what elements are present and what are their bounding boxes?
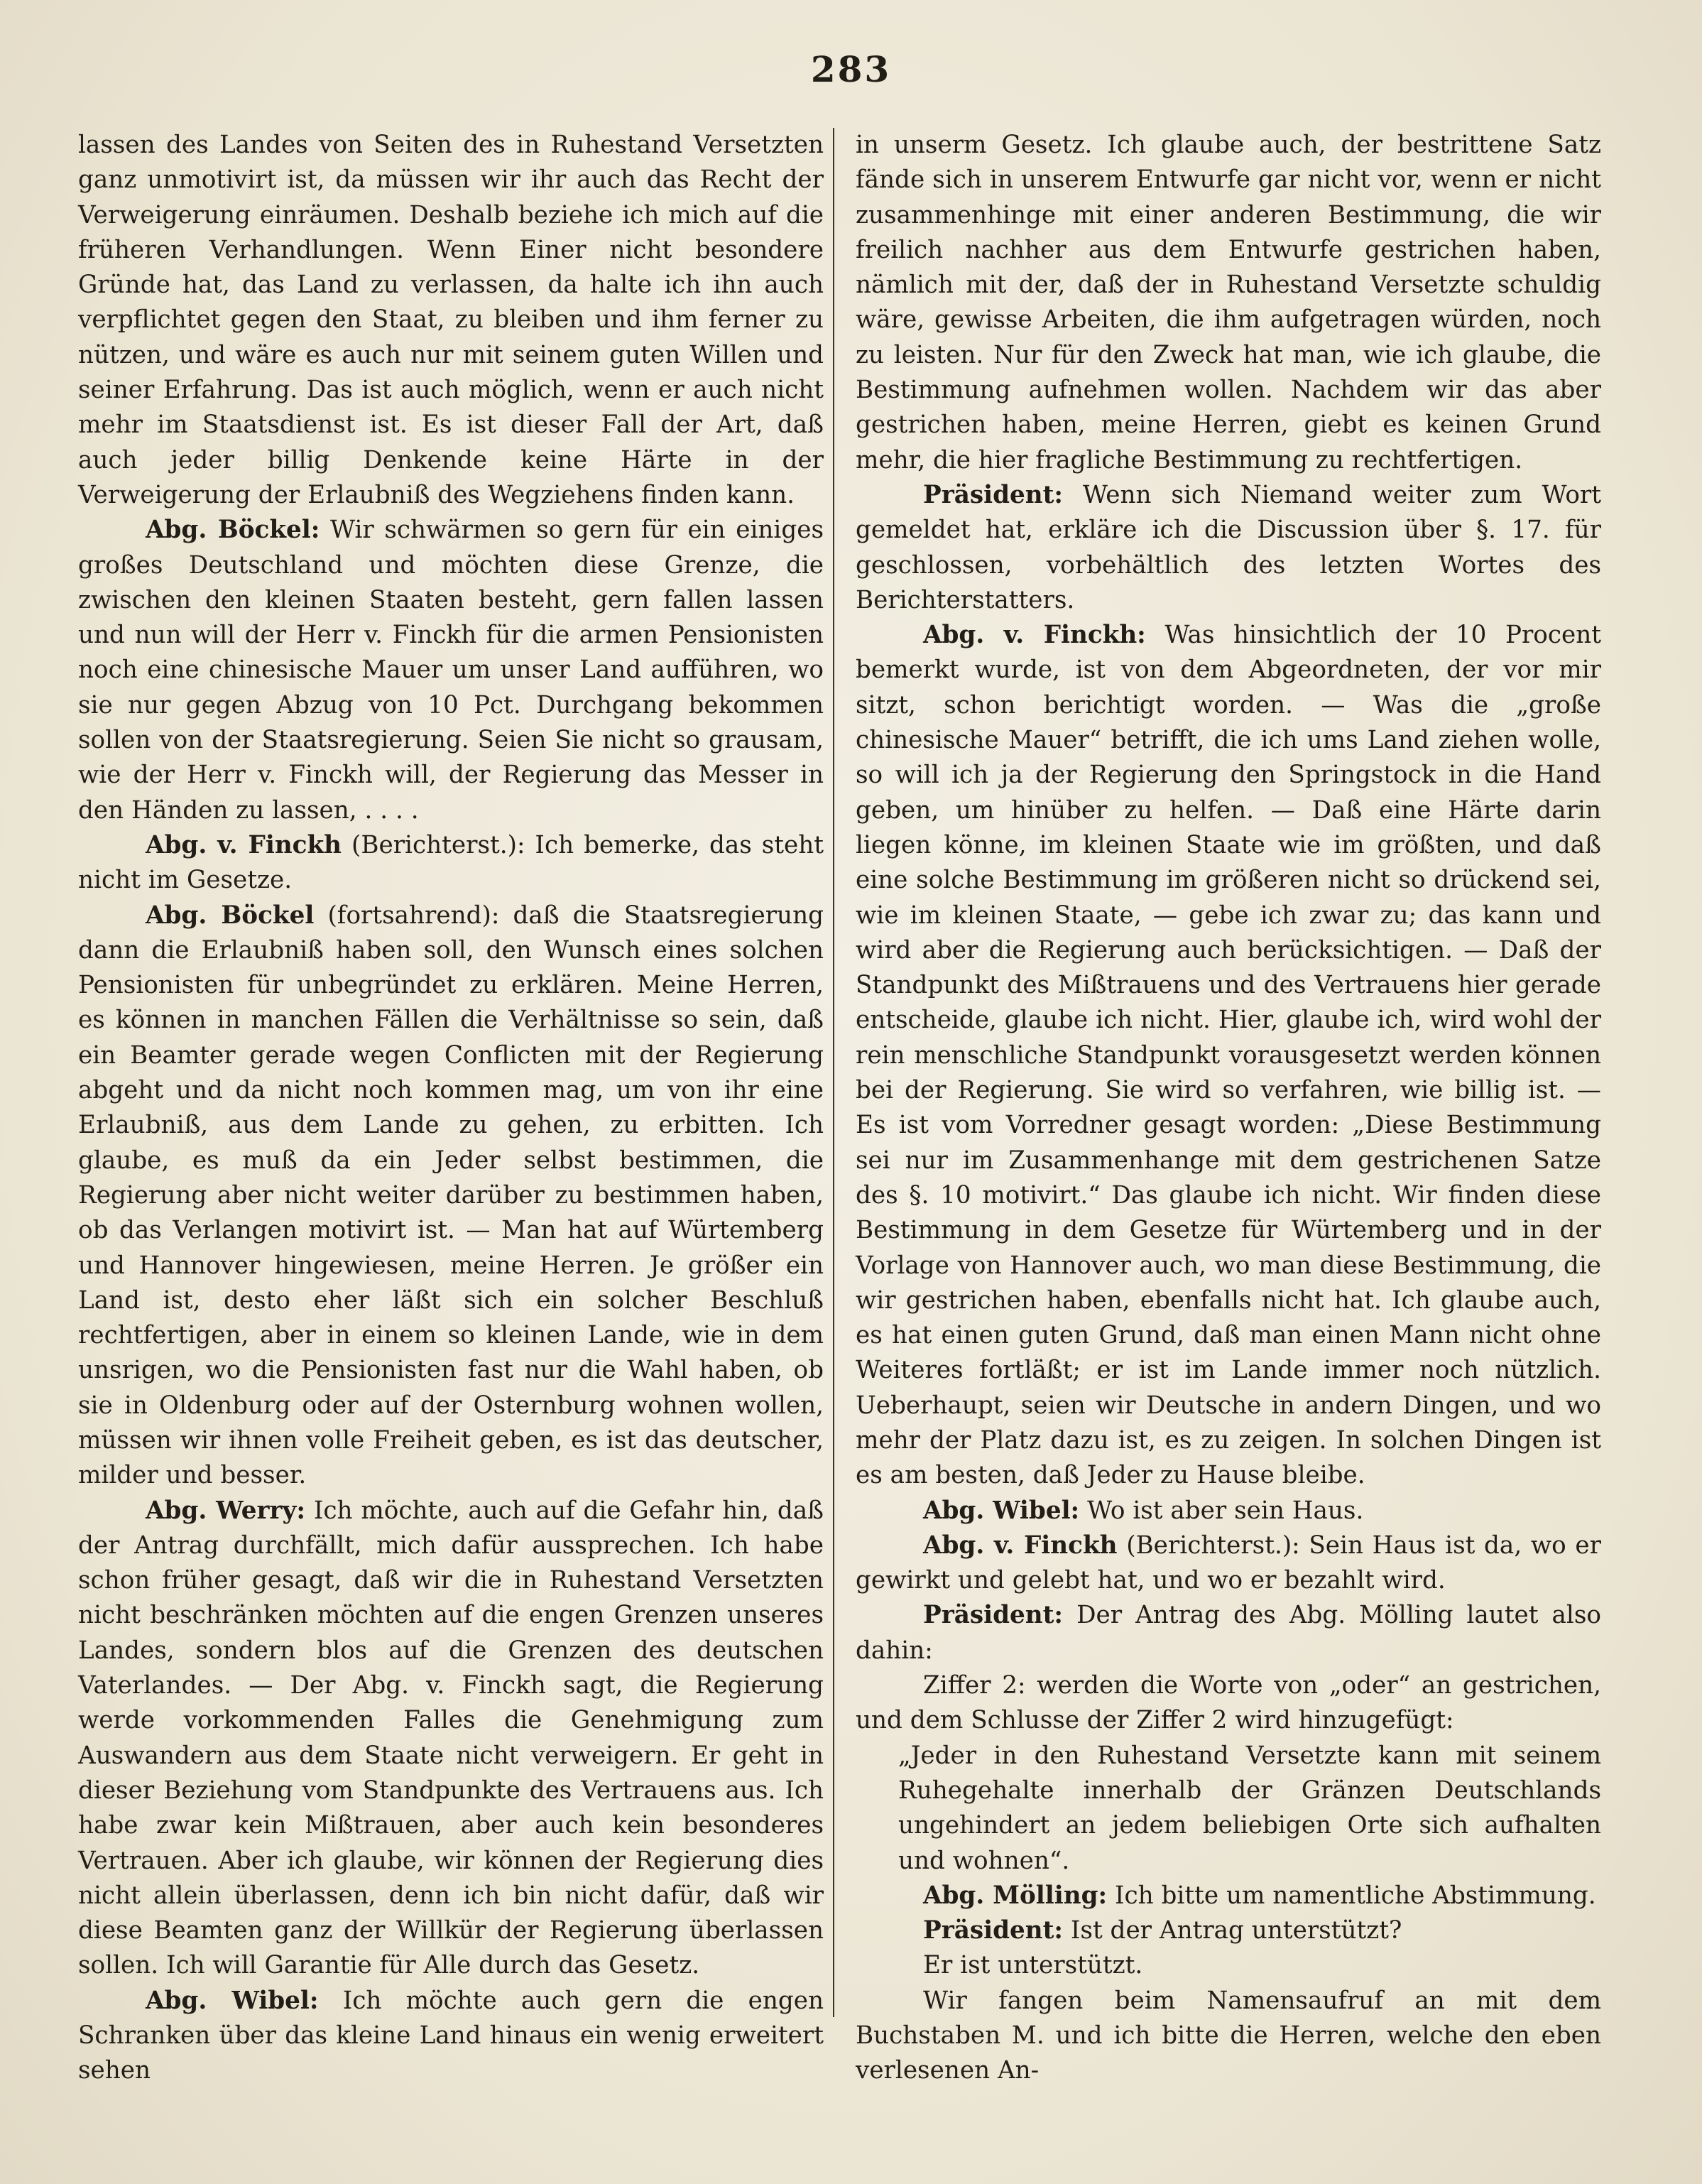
- paragraph: [856, 1948, 1601, 1983]
- left-column: [78, 128, 824, 2089]
- paragraph-text: (Berichterst.): Sein Haus ist da, wo er gewirkt und gelebt hat, und wo er bezahlt wird.: [856, 1531, 1602, 1595]
- paragraph: [856, 1494, 1601, 1528]
- speaker-label: Abg. Böckel:: [146, 516, 320, 545]
- paragraph: [856, 128, 1601, 478]
- paragraph-text: Ich möchte auch gern die engen Schranken über das kleine Land hinaus ein wenig erweitert sehen: [78, 1986, 824, 2085]
- page-number: 283: [810, 48, 892, 90]
- speaker-label: Abg. Wibel:: [923, 1496, 1080, 1525]
- paragraph-text: „Jeder in den Ruhestand Versetzte kann mit seinem Ruhegehalte innerhalb der Gränzen Deutschlands ungehindert an jedem beliebigen Orte sich aufhalten und wohnen“.: [898, 1741, 1601, 1875]
- paragraph: [78, 128, 824, 513]
- paragraph-text: Wenn sich Niemand weiter zum Wort gemeldet hat, erkläre ich die Discussion über §. 17. für geschlossen, vorbehältlich des letzten Wortes des Berichterstatters.: [856, 480, 1601, 614]
- paragraph-text: Der Antrag des Abg. Mölling lautet also dahin:: [856, 1601, 1601, 1665]
- quoted-amendment: [856, 1739, 1601, 1879]
- paragraph-text: Ziffer 2: werden die Worte von „oder“ an gestrichen, und dem Schlusse der Ziffer 2 wird hinzugefügt:: [856, 1671, 1601, 1735]
- paragraph: [856, 478, 1601, 618]
- right-column: [856, 128, 1601, 2089]
- paragraph-text: Wir fangen beim Namensaufruf an mit dem Buchstaben M. und ich bitte die Herren, welche den eben verlesenen An-: [856, 1986, 1601, 2085]
- paragraph-text: Ist der Antrag unterstützt?: [1070, 1916, 1402, 1945]
- paragraph-text: lassen des Landes von Seiten des in Ruhestand Versetzten ganz unmotivirt ist, da müssen wir ihr auch das Recht der Verweigerung einräumen. Deshalb beziehe ich mich auf die früheren Verhandlungen. Wenn Einer nicht besondere Gründe hat, das Land zu verlassen, da halte ich ihn auch verpflichtet gegen den Staat, zu bleiben und ihm ferner zu nützen, und wäre es auch nur mit seinem guten Willen und seiner Erfahrung. Das ist auch möglich, wenn er auch nicht mehr im Staatsdienst ist. Es ist dieser Fall der Art, daß auch jeder billig Denkende keine Härte in der Verweigerung der Erlaubniß des Wegziehens finden kann.: [78, 131, 824, 509]
- paragraph: [856, 1879, 1601, 1913]
- speaker-label: Abg. Mölling:: [923, 1881, 1108, 1910]
- paragraph-text: Er ist unterstützt.: [923, 1951, 1143, 1980]
- paragraph: [856, 1984, 1601, 2089]
- paragraph: [856, 1598, 1601, 1668]
- paragraph: [856, 1528, 1601, 1599]
- speaker-label: Präsident:: [923, 1601, 1064, 1630]
- paragraph-text: (Berichterst.): Ich bemerke, das steht nicht im Gesetze.: [78, 830, 824, 895]
- paragraph: [78, 898, 824, 1494]
- paragraph-text: in unserm Gesetz. Ich glaube auch, der bestrittene Satz fände sich in unserem Entwurfe gar nicht vor, wenn er nicht zusammenhinge mit einer anderen Bestimmung, die wir freilich nachher aus dem Entwurfe gestrichen haben, nämlich mit der, daß der in Ruhestand Versetzte schuldig wäre, gewisse Arbeiten, die ihm aufgetragen würden, noch zu leisten. Nur für den Zweck hat man, wie ich glaube, die Bestimmung aufnehmen wollen. Nachdem wir das aber gestrichen haben, meine Herren, giebt es keinen Grund mehr, die hier fragliche Bestimmung zu rechtfertigen.: [856, 131, 1601, 474]
- paragraph-text: Ich möchte, auch auf die Gefahr hin, daß der Antrag durchfällt, mich dafür aussprechen. Ich habe schon früher gesagt, daß wir die in Ruhestand Versetzten nicht beschränken möchten auf die engen Grenzen unseres Landes, sondern blos auf die Grenzen des deutschen Vaterlandes. — Der Abg. v. Finckh sagt, die Regierung werde vorkommenden Falles die Genehmigung zum Auswandern aus dem Staate nicht verweigern. Er geht in dieser Beziehung vom Standpunkte des Vertrauens aus. Ich habe zwar kein Mißtrauen, aber auch kein besonderes Vertrauen. Aber ich glaube, wir können der Regierung dies nicht allein überlassen, denn ich bin nicht dafür, daß wir diese Beamten ganz der Willkür der Regierung überlassen sollen. Ich will Garantie für Alle durch das Gesetz.: [78, 1496, 824, 1980]
- paragraph-text: (fortsahrend): daß die Staatsregierung dann die Erlaubniß haben soll, den Wunsch eines solchen Pensionisten für unbegründet zu erklären. Meine Herren, es können in manchen Fällen die Verhältnisse so sein, daß ein Beamter gerade wegen Conflicten mit der Regierung abgeht und da nicht noch kommen mag, um von ihr eine Erlaubniß, aus dem Lande zu gehen, zu erbitten. Ich glaube, es muß da ein Jeder selbst bestimmen, die Regierung aber nicht weiter darüber zu bestimmen haben, ob das Verlangen motivirt ist. — Man hat auf Würtemberg und Hannover hingewiesen, meine Herren. Je größer ein Land ist, desto eher läßt sich ein solcher Beschluß rechtfertigen, aber in einem so kleinen Lande, wie in dem unsrigen, wo die Pensionisten fast nur die Wahl haben, ob sie in Oldenburg oder auf der Osternburg wohnen wollen, müssen wir ihnen volle Freiheit geben, es ist das deutscher, milder und besser.: [78, 901, 824, 1490]
- paragraph: [78, 1494, 824, 1984]
- paragraph-text: Wo ist aber sein Haus.: [1087, 1496, 1364, 1525]
- paragraph: [78, 1984, 824, 2089]
- speaker-label: Abg. v. Finckh: [923, 1531, 1118, 1560]
- speaker-label: Abg. v. Finckh:: [923, 621, 1146, 650]
- speaker-label: Abg. Werry:: [146, 1496, 305, 1525]
- paragraph-text: Wir schwärmen so gern für ein einiges großes Deutschland und möchten diese Grenze, die zwischen den kleinen Staaten besteht, gern fallen lassen und nun will der Herr v. Finckh für die armen Pensionisten noch eine chinesische Mauer um unser Land aufführen, wo sie nur gegen Abzug von 10 Pct. Durchgang bekommen sollen von der Staatsregierung. Seien Sie nicht so grausam, wie der Herr v. Finckh will, der Regierung das Messer in den Händen zu lassen, . . . .: [78, 516, 824, 825]
- speaker-label: Abg. Böckel: [146, 901, 315, 930]
- speaker-label: Präsident:: [923, 1916, 1064, 1945]
- paragraph-text: Was hinsichtlich der 10 Procent bemerkt wurde, ist von dem Abgeordneten, der vor mir sitzt, schon berichtigt worden. — Was die „große chinesische Mauer“ betrifft, die ich ums Land ziehen wolle, so will ich ja der Regierung den Springstock in die Hand geben, um hinüber zu helfen. — Daß eine Härte darin liegen könne, im kleinen Staate wie im größten, und daß eine solche Bestimmung im größeren nicht so drückend sei, wie im kleinen Staate, — gebe ich zwar zu; das kann und wird aber die Regierung auch berücksichtigen. — Daß der Standpunkt des Mißtrauens und des Vertrauens hier gerade entscheide, glaube ich nicht. Hier, glaube ich, wird wohl der rein menschliche Standpunkt vorausgesetzt werden können bei der Regierung. Sie wird so verfahren, wie billig ist. — Es ist vom Vorredner gesagt worden: „Diese Bestimmung sei nur im Zusammenhange mit dem gestrichenen Satze des §. 10 motivirt.“ Das glaube ich nicht. Wir finden diese Bestimmung in dem Gesetze für Würtemberg und in der Vorlage von Hannover auch, wo man diese Bestimmung, die wir gestrichen haben, ebenfalls nicht hat. Ich glaube auch, es hat einen guten Grund, daß man einen Mann nicht ohne Weiteres fortläßt; er ist im Lande immer noch nützlich. Ueberhaupt, seien wir Deutsche in andern Dingen, und wo mehr der Platz dazu ist, es zu zeigen. In solchen Dingen ist es am besten, daß Jeder zu Hause bleibe.: [856, 621, 1602, 1490]
- paragraph: [856, 618, 1601, 1493]
- paragraph-text: Ich bitte um namentliche Abstimmung.: [1115, 1881, 1596, 1910]
- speaker-label: Abg. v. Finckh: [146, 830, 342, 859]
- column-divider: [833, 128, 834, 2017]
- paragraph: [78, 513, 824, 828]
- speaker-label: Präsident:: [923, 480, 1064, 509]
- speaker-label: Abg. Wibel:: [146, 1986, 319, 2015]
- paragraph: [856, 1668, 1601, 1739]
- paragraph: [856, 1913, 1601, 1948]
- paragraph: [78, 828, 824, 898]
